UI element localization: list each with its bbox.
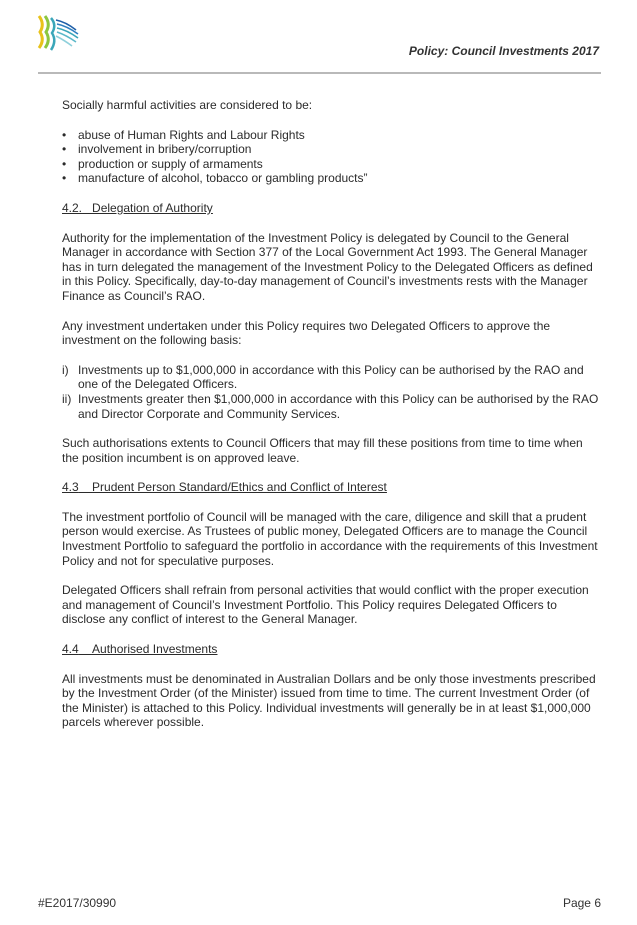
list-item — [62, 392, 600, 421]
list-marker: ii) — [62, 391, 72, 406]
list-marker: i) — [62, 362, 69, 377]
list-item-text: Investments greater then $1,000,000 in accordance with this Policy can be authorised by the RAO and Director Corporate and Community Services. — [78, 391, 599, 421]
section-heading-4-3 — [62, 480, 600, 495]
document-body — [62, 98, 600, 745]
paragraph: Delegated Officers shall refrain from personal activities that would conflict with the proper execution and management of Council’s Investment Portfolio. This Policy requires Delegated Officers to disclose any conflict of interest to the General Manager. — [62, 583, 589, 627]
section-title: Delegation of Authority — [92, 200, 213, 215]
intro-paragraph: Socially harmful activities are considered to be: — [62, 98, 313, 112]
page-number: Page 6 — [562, 896, 601, 910]
list-item: • production or supply of armaments — [62, 157, 600, 172]
paragraph: Authority for the implementation of the Investment Policy is delegated by Council to the General Manager in accordance with Section 377 of the Local Government Act 1993. The General Manager has in turn delegated the management of the Investment Policy to the Delegated Officers as defined in this Policy. Specifically, day-to-day management of Council’s investments rests with the Manager Finance as Council’s RAO. — [62, 230, 593, 303]
harmful-activities-list — [62, 128, 600, 186]
list-item — [62, 363, 600, 392]
section-number: 4.4 — [62, 642, 79, 657]
paragraph: All investments must be denominated in Australian Dollars and be only those investments prescribed by the Investment Order (of the Minister) issued from time to time. The current Investment Order (of the Minister) is attached to this Policy. Individual investments will generally be in at least $1,000,000 parcels wherever possible. — [62, 671, 596, 730]
section-number: 4.2. — [62, 200, 83, 215]
approval-list — [62, 363, 600, 421]
section-heading-4-4 — [62, 642, 600, 657]
header-title: Policy: Council Investments 2017 — [408, 44, 599, 58]
header-divider — [38, 72, 601, 74]
paragraph: The investment portfolio of Council will be managed with the care, diligence and skill that a prudent person would exercise. As Trustees of public money, Delegated Officers are to manage the Council Investment Portfolio to safeguard the portfolio in accordance with the requirements of this Investment Policy and not for speculative purposes. — [62, 509, 598, 568]
list-item: • involvement in bribery/corruption — [62, 142, 600, 157]
paragraph: Such authorisations extents to Council Officers that may fill these positions from time to time when the position incumbent is on approved leave. — [62, 436, 583, 465]
section-number: 4.3 — [62, 480, 79, 495]
section-title: Authorised Investments — [92, 642, 218, 657]
document-reference: #E2017/30990 — [38, 896, 117, 910]
list-item: • abuse of Human Rights and Labour Rights — [62, 128, 600, 143]
list-item-text: Investments up to $1,000,000 in accordance with this Policy can be authorised by the RAO and one of the Delegated Officers. — [78, 362, 584, 392]
section-title: Prudent Person Standard/Ethics and Conflict of Interest — [92, 480, 387, 495]
council-wave-logo-icon — [36, 12, 82, 56]
list-item: • manufacture of alcohol, tobacco or gambling products” — [62, 171, 600, 186]
section-heading-4-2 — [62, 201, 600, 216]
paragraph: Any investment undertaken under this Policy requires two Delegated Officers to approve the investment on the following basis: — [62, 318, 551, 348]
